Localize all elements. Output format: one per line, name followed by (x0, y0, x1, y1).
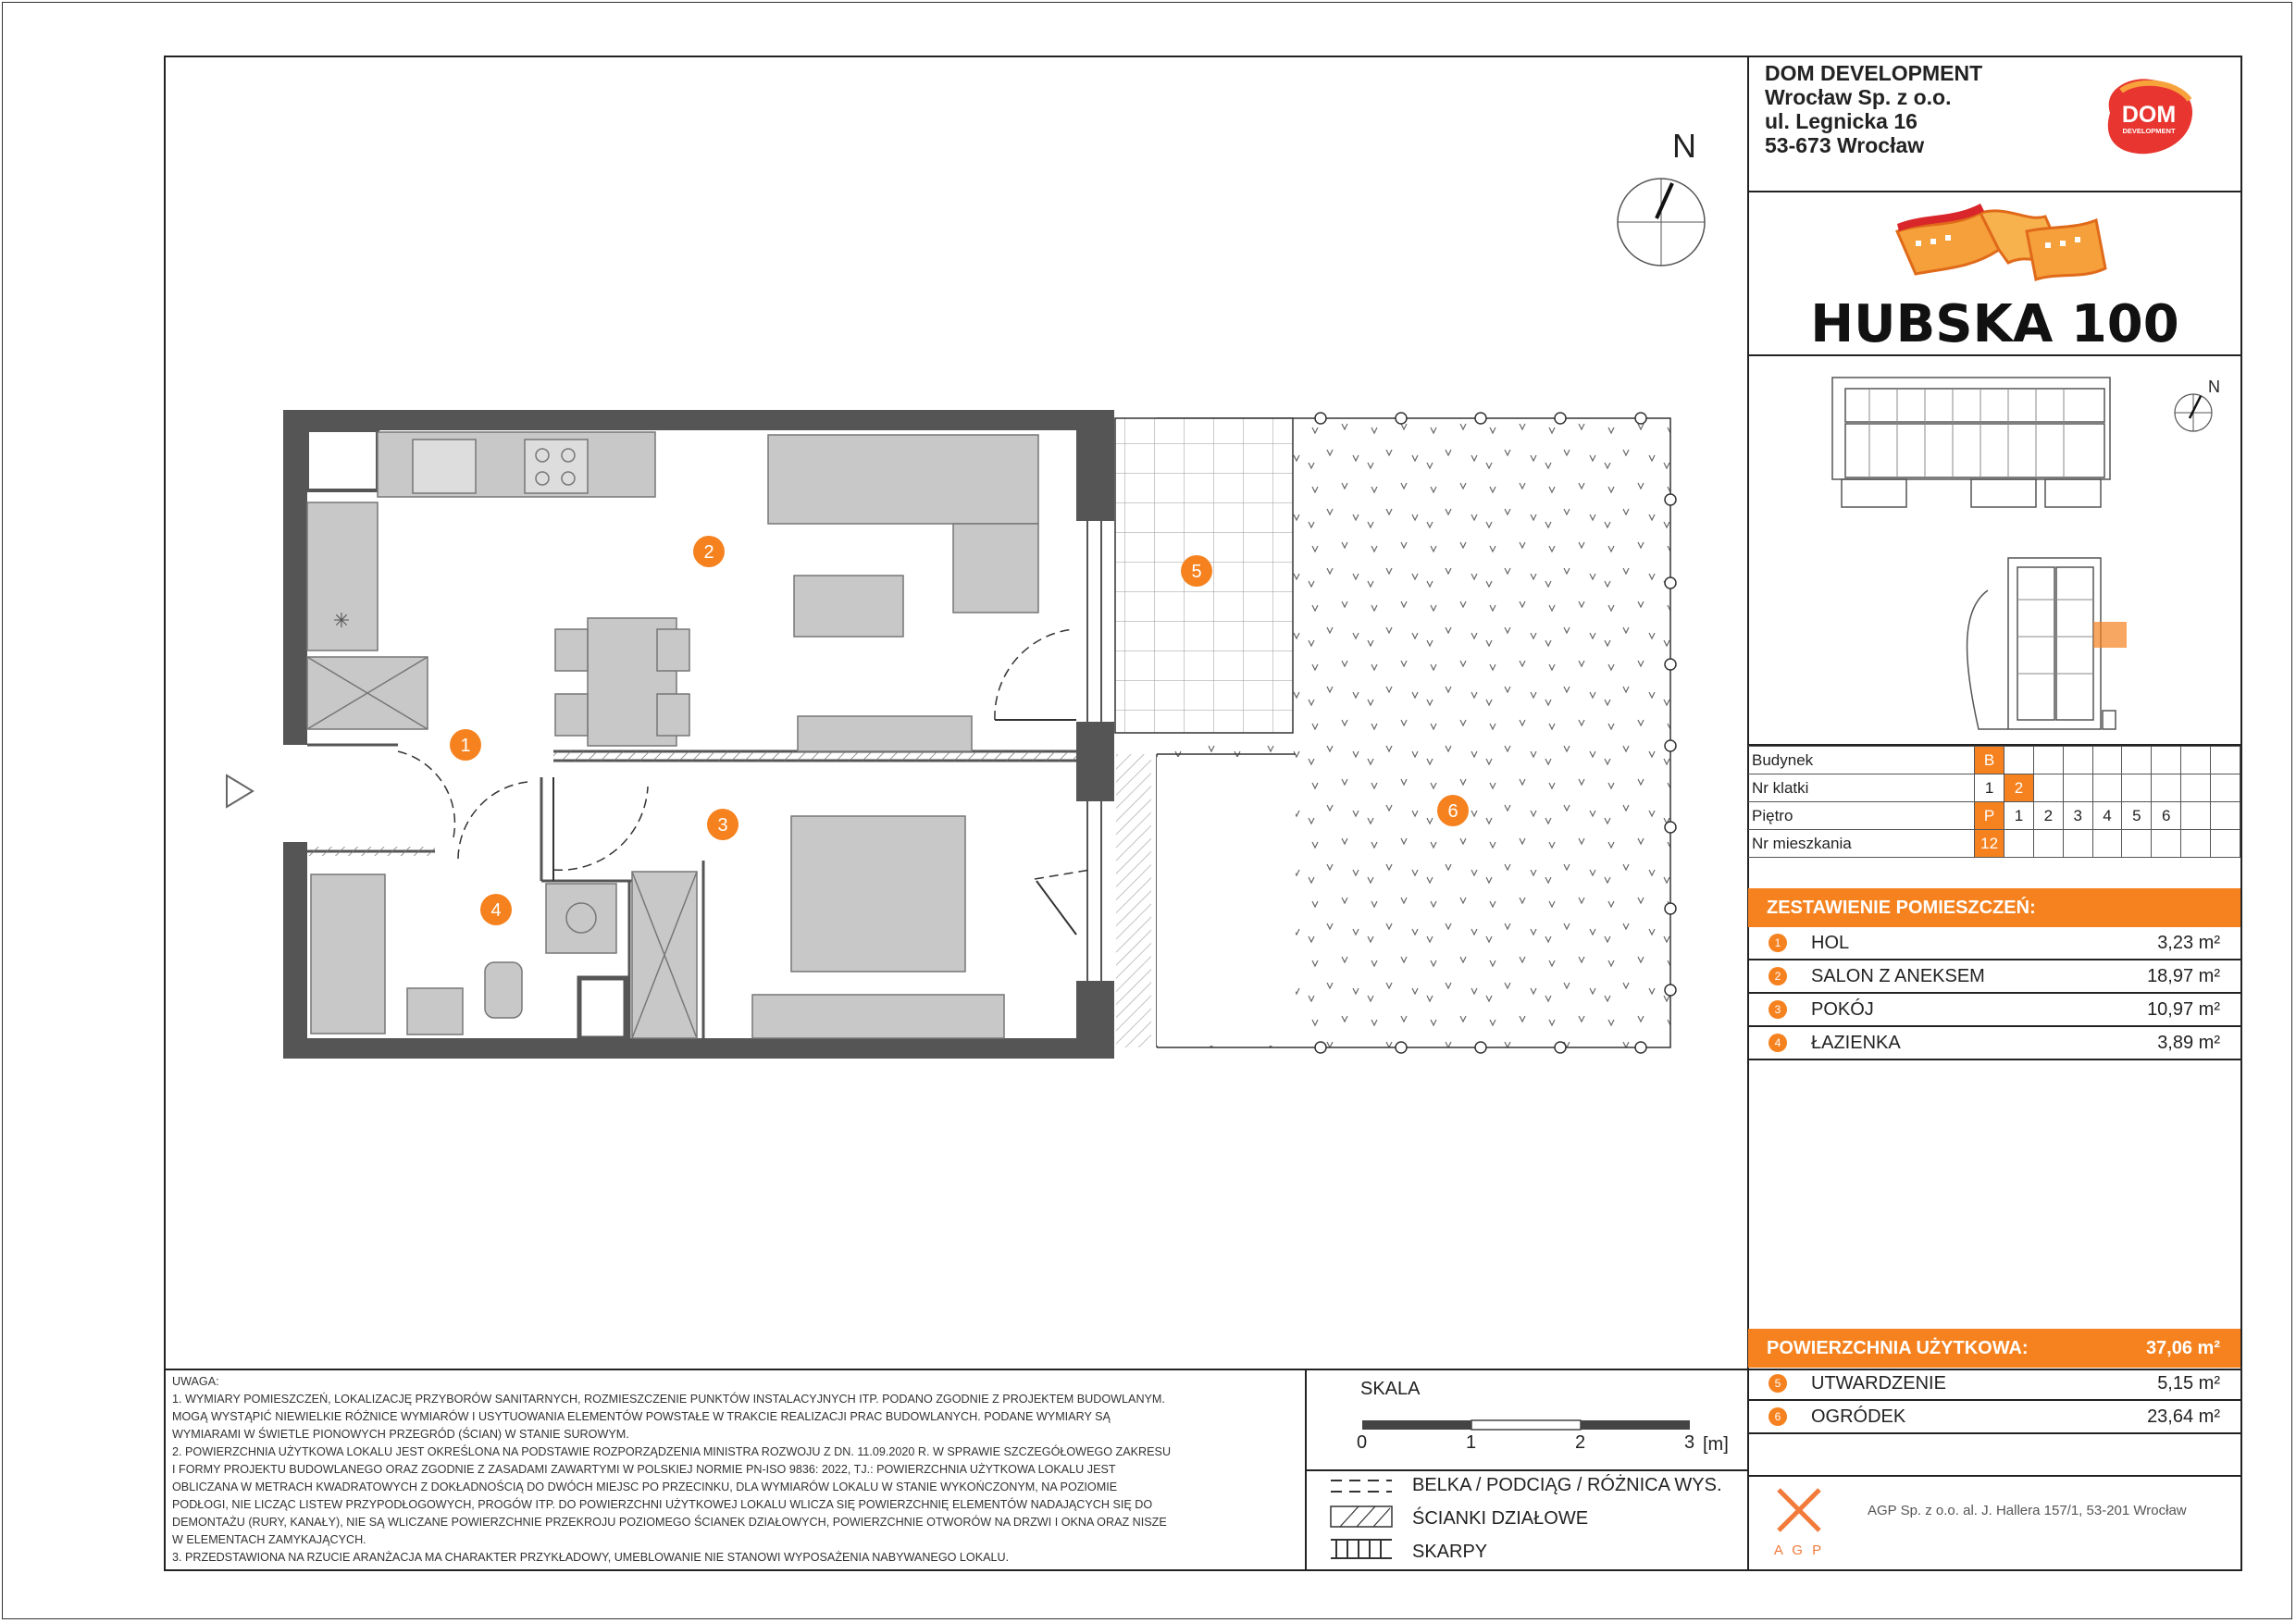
rooms-header: ZESTAWIENIE POMIESZCZEŃ: (1748, 888, 2240, 927)
room-number-badge: 5 (1769, 1374, 1787, 1393)
info-cell (2122, 830, 2152, 858)
info-row (1748, 747, 2240, 774)
room-area: 3,23 m² (2157, 933, 2220, 953)
partition-hatch-2 (307, 847, 435, 856)
steps-icon (1331, 1540, 1392, 1558)
info-cell (2063, 774, 2092, 802)
room-area: 23,64 m² (2147, 1406, 2220, 1427)
info-cell (2063, 747, 2092, 774)
north-compass-icon (1618, 179, 1705, 266)
bedroom-furniture (632, 816, 1004, 1038)
info-cell: 1 (1975, 774, 2004, 802)
info-label: Budynek (1748, 747, 1975, 774)
legend-slopes: SKARPY (1412, 1542, 1488, 1562)
room-row (1748, 1368, 2240, 1401)
divider (164, 1369, 2242, 1370)
scale-tick-1: 1 (1466, 1432, 1477, 1453)
info-cell (2152, 774, 2181, 802)
info-cell (2033, 830, 2063, 858)
room-row (1748, 960, 2240, 994)
room-name: POKÓJ (1811, 999, 1874, 1020)
scale-tick-3: 3 (1684, 1432, 1695, 1453)
divider (1747, 191, 2242, 192)
key-plan (1814, 359, 2221, 738)
bathroom-fixtures (311, 874, 626, 1038)
vent-icon: ✳ (332, 609, 351, 632)
scale-tick-0: 0 (1357, 1432, 1368, 1453)
company-address (1765, 61, 1982, 157)
room-number-badge: 6 (1769, 1407, 1787, 1426)
info-cell (2092, 747, 2122, 774)
partition-hatch (553, 751, 1076, 761)
info-cell (2152, 747, 2181, 774)
room-marker-label: 6 (1447, 801, 1458, 822)
usable-area-header (1748, 1329, 2240, 1368)
info-cell (2033, 747, 2063, 774)
divider (1747, 354, 2242, 356)
info-label: Piętro (1748, 802, 1975, 830)
info-cell (2122, 774, 2152, 802)
info-cell (2004, 830, 2034, 858)
note-line: WYMIARAMI W ŚWIETLE PIONOWYCH PRZEGRÓD (ŚCIAN) W STANIE SUROWYM. (172, 1428, 629, 1441)
svg-text:DOM: DOM (2121, 102, 2177, 128)
company-line2: Wrocław Sp. z o.o. (1765, 85, 1952, 109)
info-cell (2181, 830, 2211, 858)
room-number-badge: 1 (1769, 934, 1787, 952)
note-line: PODŁOGI, NIE LICZĄC LISTEW PRZYPODŁOGOWYCH, PROGÓW ITP. DO POWIERZCHNI UŻYTKOWEJ LOKALU WLICZA SIĘ POWIERZCHNIĘ ELEMENTÓW NADAJĄCYCH SIĘ DO (172, 1498, 1153, 1511)
info-cell (2211, 830, 2240, 858)
legend-beam: BELKA / PODCIĄG / RÓŻNICA WYS. (1412, 1475, 1722, 1495)
svg-text:N: N (2208, 378, 2220, 396)
info-row (1748, 774, 2240, 802)
scale-tick-2: 2 (1575, 1432, 1586, 1453)
info-cell (2033, 774, 2063, 802)
info-row (1748, 802, 2240, 830)
note-line: 2. POWIERZCHNIA UŻYTKOWA LOKALU JEST OKREŚLONA NA PODSTAWIE ROZPORZĄDZENIA MINISTRA ROZWOJU Z DN. 11.09.2020 R. W SPRAWIE SZCZEGÓŁOWEGO ZAKRESU (172, 1445, 1172, 1458)
info-cell: 5 (2122, 802, 2152, 830)
room-marker-label: 2 (703, 542, 714, 563)
note-line: MOGĄ WYSTĄPIĆ NIEWIELKIE RÓŻNICE WYMIARÓW I USYTUOWANIA ELEMENTÓW POWSTAŁE W TRAKCIE REALIZACJI PRAC BUDOWLANYCH. PODANE WYMIARY SĄ (172, 1410, 1111, 1423)
info-cell: 3 (2063, 802, 2092, 830)
key-plan-highlight (2093, 622, 2127, 648)
room-marker-label: 1 (460, 736, 471, 756)
room-name: ŁAZIENKA (1811, 1033, 1901, 1053)
room-row (1748, 927, 2240, 960)
info-cell (2122, 747, 2152, 774)
room-name: SALON Z ANEKSEM (1811, 966, 1985, 986)
agp-logo (1769, 1484, 1834, 1562)
room-area: 10,97 m² (2147, 999, 2220, 1020)
room-name: UTWARDZENIE (1811, 1373, 1946, 1394)
scale-bar (1351, 1411, 1721, 1448)
info-cell (2063, 830, 2092, 858)
hatched-rect-icon (1331, 1506, 1392, 1527)
agp-address: AGP Sp. z o.o. al. J. Hallera 157/1, 53-201 Wrocław (1868, 1503, 2187, 1518)
note-line: 3. PRZEDSTAWIONA NA RZUCIE ARANŻACJA MA CHARAKTER PRZYKŁADOWY, UMEBLOWANIE NIE STANOWI WYPOSAŻENIA NABYWANEGO LOKALU. (172, 1551, 1010, 1564)
info-cell (2211, 774, 2240, 802)
scale-unit: [m] (1703, 1434, 1729, 1455)
info-cell: P (1975, 802, 2004, 830)
info-cell: 2 (2033, 802, 2063, 830)
note-line: W ELEMENTACH ZAMYKAJĄCYCH. (172, 1533, 366, 1546)
legend-icons (1329, 1477, 1403, 1569)
note-line: DEMONTAŻU (RURY, KANAŁY), NIE SĄ WLICZANE POWIERZCHNIE PRZEKROJU POZIOMEGO ŚCIANEK DZIAŁOWYCH, POWIERZCHNIE OTWORÓW NA DRZWI I OKNA ORAZ NISZE (172, 1516, 1167, 1529)
company-line4: 53-673 Wrocław (1765, 133, 1925, 157)
company-name: DOM DEVELOPMENT (1765, 61, 1983, 85)
info-cell (2152, 830, 2181, 858)
info-cell: 6 (2152, 802, 2181, 830)
divider (1747, 1475, 2242, 1477)
dom-development-logo (2093, 72, 2204, 161)
company-line3: ul. Legnicka 16 (1765, 109, 1917, 133)
info-label: Nr mieszkania (1748, 830, 1975, 858)
info-cell (2004, 747, 2034, 774)
film-strip-logo (1888, 194, 2110, 296)
room-row (1748, 1401, 2240, 1434)
info-cell (2092, 830, 2122, 858)
room-area: 18,97 m² (2147, 966, 2220, 986)
info-cell: 1 (2004, 802, 2034, 830)
note-line: I FORMY PROJEKTU BUDOWLANEGO ORAZ ZGODNIE Z ZASADAMI ZAWARTYMI W POLSKIEJ NORMIE PN-ISO 9836: 2022, TJ.: POWIERZCHNIA UŻYTKOWA LOKALU JEST (172, 1463, 1116, 1476)
info-cell (2092, 774, 2122, 802)
legend-partitions: ŚCIANKI DZIAŁOWE (1412, 1508, 1589, 1529)
divider (1305, 1469, 1749, 1471)
room-number-badge: 3 (1769, 1000, 1787, 1019)
usable-area-value: 37,06 m² (2145, 1338, 2220, 1358)
info-cell: B (1975, 747, 2004, 774)
apartment-info-table (1748, 746, 2240, 858)
room-row (1748, 994, 2240, 1027)
room-row (1748, 1027, 2240, 1060)
svg-text:A G P: A G P (1773, 1542, 1825, 1558)
dashed-line-icon (1331, 1481, 1392, 1492)
scale-title: SKALA (1360, 1379, 1421, 1399)
project-title: HUBSKA 100 (1810, 294, 2179, 354)
north-label: N (1672, 127, 1696, 165)
room-marker-label: 4 (490, 900, 502, 921)
room-marker-label: 5 (1191, 562, 1202, 582)
info-cell: 12 (1975, 830, 2004, 858)
room-area: 3,89 m² (2157, 1033, 2220, 1053)
slope-strip (1116, 754, 1151, 1047)
room-number-badge: 2 (1769, 967, 1787, 985)
info-cell (2181, 747, 2211, 774)
room-name: OGRÓDEK (1811, 1406, 1906, 1427)
note-line: UWAGA: (172, 1375, 219, 1388)
info-cell (2211, 802, 2240, 830)
room-marker-label: 3 (717, 815, 728, 836)
entrance-arrow-icon (227, 775, 253, 807)
info-cell (2211, 747, 2240, 774)
room-name: HOL (1811, 933, 1850, 953)
svg-text:DEVELOPMENT: DEVELOPMENT (2122, 127, 2176, 135)
info-cell (2181, 802, 2211, 830)
info-label: Nr klatki (1748, 774, 1975, 802)
room-area: 5,15 m² (2157, 1373, 2220, 1394)
usable-area-label: POWIERZCHNIA UŻYTKOWA: (1767, 1338, 2029, 1358)
note-line: OBLICZANA W METRACH KWADRATOWYCH Z DOKŁADNOŚCIĄ DO DWÓCH MIEJSC PO PRZECINKU, DLA WYMIARÓW LOKALU W STANIE WYKOŃCZONYM, NA POZIOMIE (172, 1481, 1118, 1493)
notes-block (172, 1373, 1301, 1567)
info-cell (2181, 774, 2211, 802)
note-line: 1. WYMIARY POMIESZCZEŃ, LOKALIZACJĘ PRZYBORÓW SANITARNYCH, ROZMIESZCZENIE PUNKTÓW INSTALACYJNYCH ITP. PODANO ZGODNIE Z PROJEKTEM BUDOWLANYM. (172, 1393, 1165, 1406)
room-number-badge: 4 (1769, 1034, 1787, 1052)
info-row (1748, 830, 2240, 858)
info-cell: 2 (2004, 774, 2034, 802)
info-cell: 4 (2092, 802, 2122, 830)
